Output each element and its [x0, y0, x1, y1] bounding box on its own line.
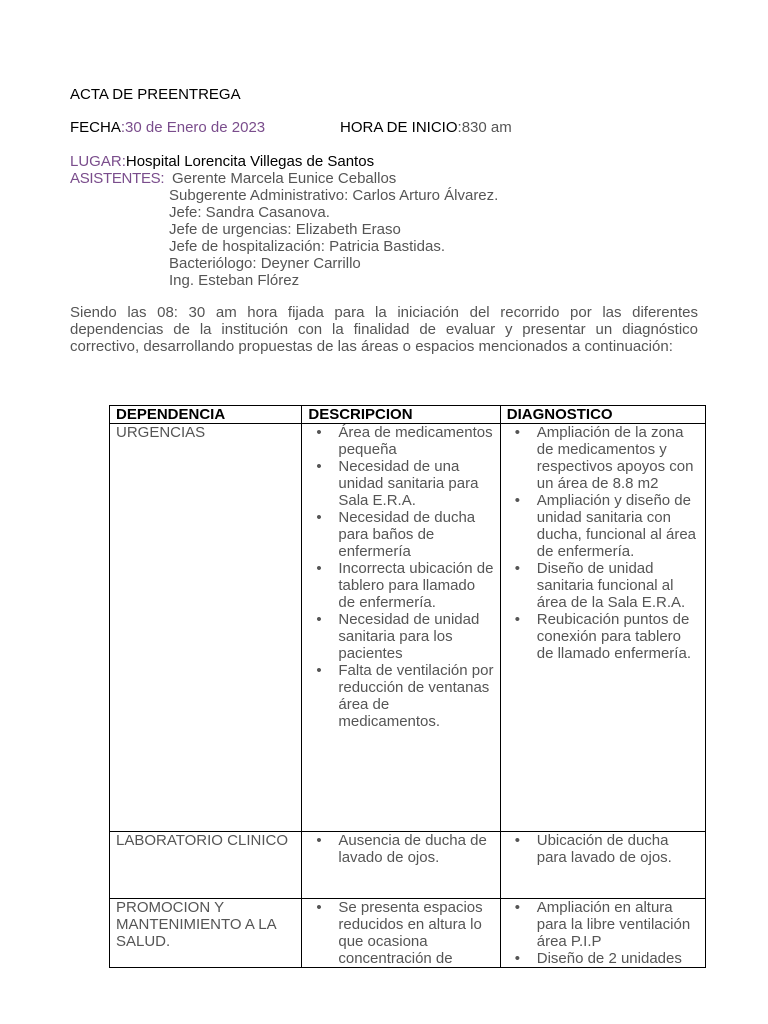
table-header-row [110, 406, 706, 424]
dependencia-cell: LABORATORIO CLINICO [110, 832, 302, 899]
list-item: • Ampliación en altura para la libre ventilación área P.I.P [537, 899, 699, 950]
asistentes-list [169, 170, 498, 289]
asistente-item: Gerente Marcela Eunice Ceballos [172, 170, 397, 187]
descripcion-cell [302, 899, 500, 968]
list-item: • Necesidad de una unidad sanitaria para Sala E.R.A. [338, 458, 493, 509]
dependencia-cell: URGENCIAS [110, 424, 302, 832]
fecha-line: FECHA:30 de Enero de 2023 [70, 119, 266, 136]
header-dependencia: DEPENDENCIA [110, 406, 302, 424]
table-row [110, 424, 706, 832]
hora-value: 830 am [461, 119, 512, 136]
document-title: ACTA DE PREENTREGA [70, 86, 241, 103]
asistente-item: Jefe: Sandra Casanova. [169, 204, 330, 221]
dependencia-cell: PROMOCION Y MANTENIMIENTO A LA SALUD. [110, 899, 302, 968]
list-item: • Ubicación de ducha para lavado de ojos. [537, 832, 699, 866]
table-row [110, 832, 706, 899]
lugar-label: LUGAR [70, 153, 122, 170]
list-item: • Área de medicamentos pequeña [338, 424, 493, 458]
list-item: • Ampliación de la zona de medicamentos y respectivos apoyos con un área de 8.8 m2 [537, 424, 699, 492]
list-item: • Falta de ventilación por reducción de ventanas área de medicamentos. [338, 662, 493, 730]
diagnostico-cell [500, 899, 705, 968]
list-item: • Ausencia de ducha de lavado de ojos. [338, 832, 493, 866]
asistente-item: Bacteriólogo: Deyner Carrillo [169, 255, 361, 272]
fecha-value: 30 de Enero de 2023 [125, 119, 266, 136]
lugar-line: LUGAR:Hospital Lorencita Villegas de Santos [70, 153, 375, 170]
list-item: • Diseño de 2 unidades [537, 950, 699, 967]
intro-paragraph: Siendo las 08: 30 am hora fijada para la iniciación del recorrido por las diferentes dependencias de la institución con la finalidad de evaluar y presentar un diagnóstico correctivo, desarrollando propuestas de las áreas o espacios mencionados a continuación: [70, 304, 698, 355]
descripcion-cell [302, 832, 500, 899]
asistente-item: Ing. Esteban Flórez [169, 272, 300, 289]
list-item: • Reubicación puntos de conexión para tablero de llamado enfermería. [537, 611, 699, 662]
list-item: • Diseño de unidad sanitaria funcional al área de la Sala E.R.A. [537, 560, 699, 611]
list-item: • Incorrecta ubicación de tablero para llamado de enfermería. [338, 560, 493, 611]
dependencias-table [109, 405, 706, 968]
fecha-label: FECHA [70, 119, 121, 136]
table-row [110, 899, 706, 968]
diagnostico-cell [500, 424, 705, 832]
lugar-value: Hospital Lorencita Villegas de Santos [125, 153, 375, 170]
list-item: • Se presenta espacios reducidos en altura lo que ocasiona concentración de [338, 899, 493, 967]
asistentes-label: ASISTENTES: [70, 170, 165, 187]
header-diagnostico: DIAGNOSTICO [500, 406, 705, 424]
asistente-item: Jefe de hospitalización: Patricia Bastidas. [169, 238, 445, 255]
list-item: • Necesidad de unidad sanitaria para los pacientes [338, 611, 493, 662]
asistente-item: Jefe de urgencias: Elizabeth Eraso [169, 221, 401, 238]
list-item: • Necesidad de ducha para baños de enfermería [338, 509, 493, 560]
hora-label: HORA DE INICIO [340, 119, 458, 136]
header-descripcion: DESCRIPCION [302, 406, 500, 424]
list-item: • Ampliación y diseño de unidad sanitaria con ducha, funcional al área de enfermería. [537, 492, 699, 560]
hora-line: HORA DE INICIO:830 am [340, 119, 512, 136]
asistente-item: Subgerente Administrativo: Carlos Arturo Álvarez. [169, 187, 499, 204]
descripcion-cell [302, 424, 500, 832]
diagnostico-cell [500, 832, 705, 899]
